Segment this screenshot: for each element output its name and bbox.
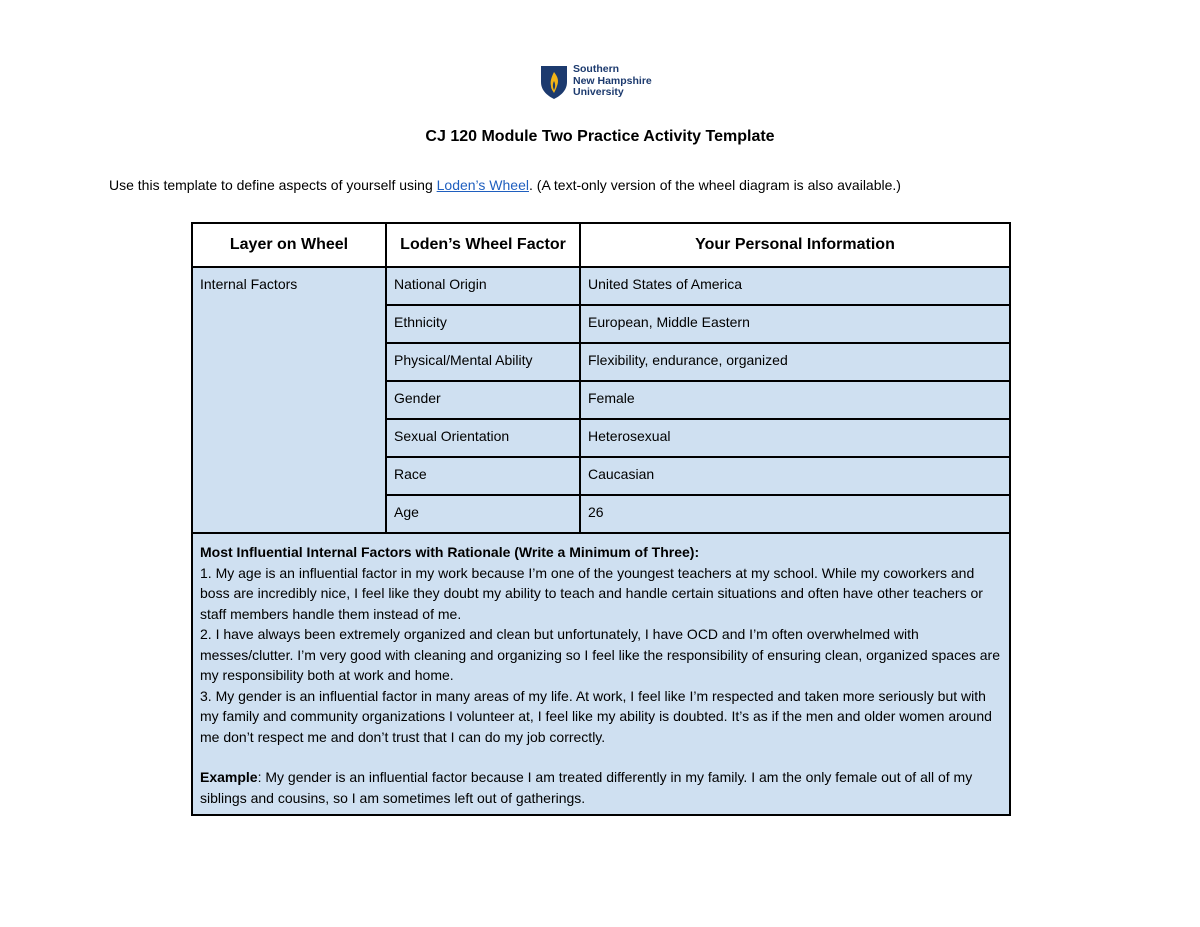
factor-cell[interactable]: Race [386, 457, 580, 495]
table-header-row [192, 223, 1010, 267]
rationale-heading: Most Influential Internal Factors with Rationale (Write a Minimum of Three): [200, 544, 700, 560]
example-label: Example [200, 769, 258, 785]
spacer [200, 747, 1002, 767]
intro-text-after: . (A text-only version of the wheel diagram is also available.) [529, 177, 901, 193]
factor-cell[interactable]: Age [386, 495, 580, 533]
factor-cell[interactable]: Ethnicity [386, 305, 580, 343]
university-name [573, 64, 652, 99]
intro-text-before: Use this template to define aspects of yourself using [109, 177, 437, 193]
factor-cell[interactable]: Physical/Mental Ability [386, 343, 580, 381]
rationale-item-1: 1. My age is an influential factor in my work because I’m one of the youngest teachers at my school. While my coworkers and boss are incredibly nice, I feel like they doubt my ability to teach and handle certain situations and often have other teachers or staff members handle them instead of me. [200, 564, 983, 622]
rationale-item-3: 3. My gender is an influential factor in many areas of my life. At work, I feel like I’m respected and taken more seriously but with my family and community organizations I volunteer at, I feel like my ability is doubted. It’s as if the men and older women around me don’t respect me and don’t trust that I can do my job correctly. [200, 687, 992, 745]
factor-cell[interactable]: Sexual Orientation [386, 419, 580, 457]
rationale-cell[interactable] [192, 533, 1010, 815]
header-personal-info: Your Personal Information [580, 223, 1010, 267]
factor-cell[interactable]: National Origin [386, 267, 580, 305]
university-logo [539, 64, 652, 100]
info-cell[interactable]: United States of America [580, 267, 1010, 305]
rationale-row [192, 533, 1010, 815]
shield-flame-icon [539, 64, 569, 100]
logo-line-3: University [573, 86, 624, 98]
example-text: : My gender is an influential factor because I am treated differently in my family. I am the only female out of all of my siblings and cousins, so I am sometimes left out of gatherings. [200, 769, 973, 806]
info-cell[interactable]: Caucasian [580, 457, 1010, 495]
info-cell[interactable]: Flexibility, endurance, organized [580, 343, 1010, 381]
example-paragraph [200, 767, 1002, 808]
info-cell[interactable]: 26 [580, 495, 1010, 533]
lodens-wheel-table [191, 222, 1011, 816]
header-layer: Layer on Wheel [192, 223, 386, 267]
intro-paragraph [109, 177, 901, 193]
factor-cell[interactable]: Gender [386, 381, 580, 419]
table-row [192, 267, 1010, 305]
info-cell[interactable]: Female [580, 381, 1010, 419]
page-title: CJ 120 Module Two Practice Activity Template [425, 128, 775, 145]
lodens-wheel-link[interactable]: Loden’s Wheel [436, 177, 529, 193]
rationale-item-2: 2. I have always been extremely organized and clean but unfortunately, I have OCD and I’m often overwhelmed with messes/clutter. I’m very good with cleaning and organizing so I feel like the responsibility of ensuring clean, organized spaces are my responsibility both at work and home. [200, 626, 1000, 683]
logo-line-2: New Hampshire [573, 74, 652, 87]
info-cell[interactable]: Heterosexual [580, 419, 1010, 457]
header-factor: Loden’s Wheel Factor [386, 223, 580, 267]
layer-cell[interactable]: Internal Factors [192, 267, 386, 533]
logo-line-1: Southern [573, 63, 620, 75]
info-cell[interactable]: European, Middle Eastern [580, 305, 1010, 343]
